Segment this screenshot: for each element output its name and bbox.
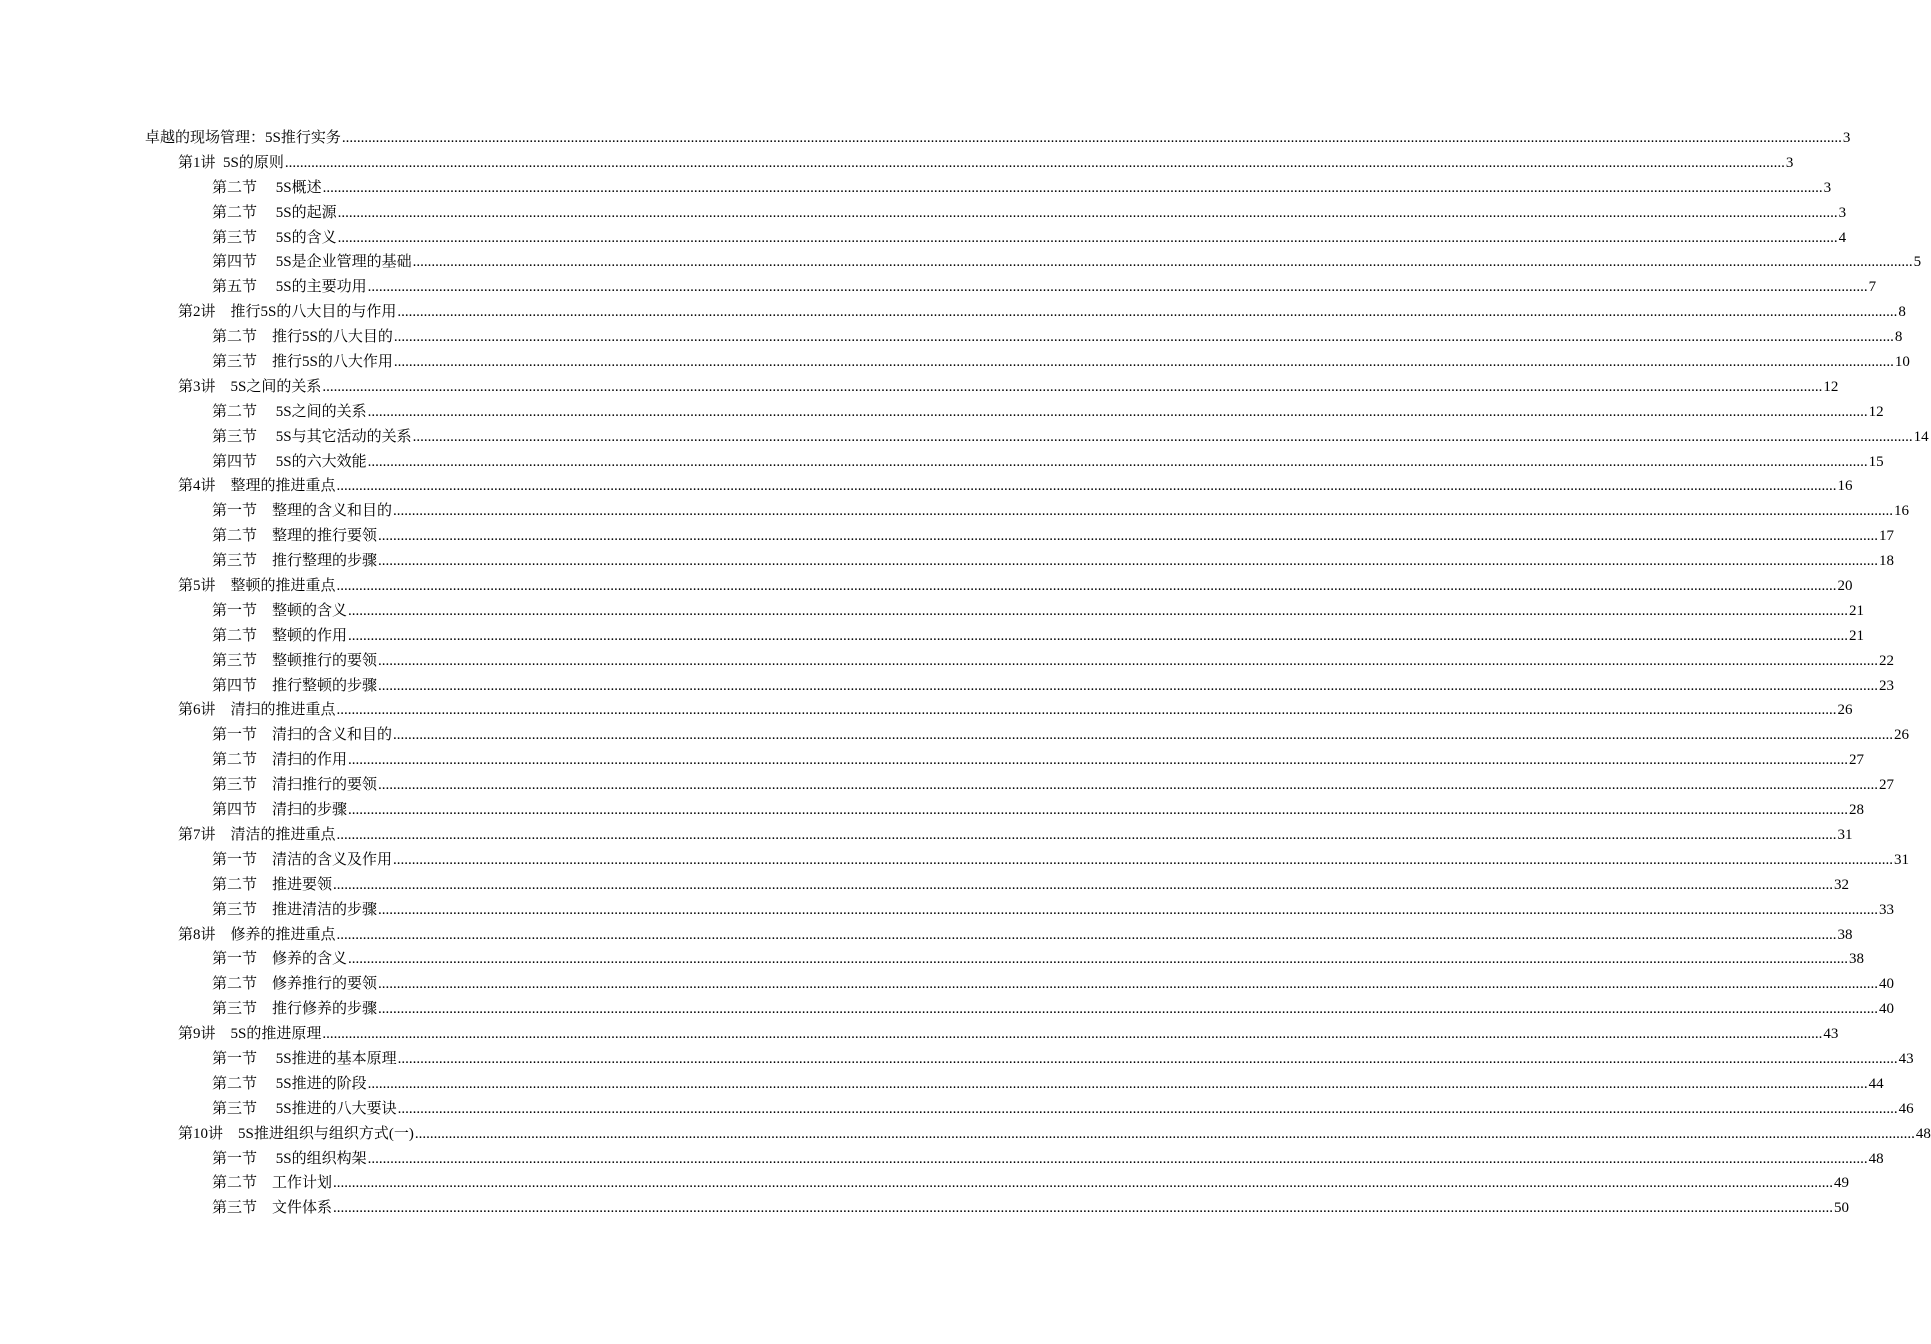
toc-entry-line — [212, 350, 1910, 375]
toc-dot-leader: ................................................................................................................................................................................................................................................................................................................................................................................................................ — [336, 926, 1837, 943]
toc-entry-label: 第9讲 5S的推进原理 — [178, 1026, 322, 1043]
toc-entry-line — [178, 151, 1794, 176]
toc-section-entry[interactable] — [0, 773, 1895, 798]
toc-page-number: 46 — [1898, 1100, 1914, 1117]
toc-dot-leader: ................................................................................................................................................................................................................................................................................................................................................................................................................ — [367, 1150, 1868, 1167]
toc-page-number: 33 — [1879, 901, 1895, 918]
toc-entry-label: 第四节 推行整顿的步骤 — [212, 677, 378, 694]
toc-entry-label: 第4讲 整理的推进重点 — [178, 478, 336, 495]
toc-page-number: 5 — [1913, 254, 1922, 271]
toc-section-entry[interactable] — [0, 1097, 1914, 1122]
toc-section-entry[interactable] — [0, 1047, 1914, 1072]
toc-entry-line — [212, 649, 1895, 674]
toc-entry-line — [212, 972, 1895, 997]
toc-section-entry[interactable] — [0, 1072, 1884, 1097]
toc-entry-line — [212, 1171, 1850, 1196]
toc-page-number: 3 — [1838, 204, 1847, 221]
toc-dot-leader: ................................................................................................................................................................................................................................................................................................................................................................................................................ — [393, 329, 1894, 346]
toc-entry-label: 第5讲 整顿的推进重点 — [178, 578, 336, 595]
toc-page-number: 50 — [1834, 1200, 1850, 1217]
toc-page-number: 27 — [1849, 752, 1865, 769]
toc-dot-leader: ................................................................................................................................................................................................................................................................................................................................................................................................................ — [337, 204, 1838, 221]
toc-dot-leader: ................................................................................................................................................................................................................................................................................................................................................................................................................ — [393, 727, 1894, 744]
toc-section-entry[interactable] — [0, 226, 1847, 251]
toc-dot-leader: ................................................................................................................................................................................................................................................................................................................................................................................................................ — [393, 851, 1894, 868]
toc-entry-line — [212, 773, 1895, 798]
toc-section-entry[interactable] — [0, 1196, 1850, 1221]
toc-dot-leader: ................................................................................................................................................................................................................................................................................................................................................................................................................ — [367, 453, 1868, 470]
toc-page-number: 21 — [1849, 627, 1865, 644]
toc-entry-label: 第二节 5S之间的关系 — [212, 403, 367, 420]
toc-entry-label: 第一节 整理的含义和目的 — [212, 503, 393, 520]
toc-page-number: 49 — [1834, 1175, 1850, 1192]
toc-entry-line — [212, 275, 1877, 300]
toc-section-entry[interactable] — [0, 176, 1832, 201]
toc-entry-label: 第三节 清扫推行的要领 — [212, 777, 378, 794]
toc-page-number: 4 — [1838, 229, 1847, 246]
toc-page-number: 3 — [1785, 154, 1794, 171]
toc-entry-line — [212, 1047, 1914, 1072]
toc-chapter-entry[interactable] — [0, 474, 1853, 499]
toc-entry-label: 第7讲 清洁的推进重点 — [178, 826, 336, 843]
toc-page-number: 43 — [1898, 1050, 1914, 1067]
toc-dot-leader: ................................................................................................................................................................................................................................................................................................................................................................................................................ — [367, 403, 1868, 420]
toc-entry-line — [178, 698, 1853, 723]
toc-section-entry[interactable] — [0, 275, 1877, 300]
toc-page-number: 16 — [1894, 503, 1910, 520]
toc-dot-leader: ................................................................................................................................................................................................................................................................................................................................................................................................................ — [378, 652, 1879, 669]
toc-chapter-entry[interactable] — [0, 698, 1853, 723]
toc-dot-leader: ................................................................................................................................................................................................................................................................................................................................................................................................................ — [336, 702, 1837, 719]
toc-page-number: 21 — [1849, 602, 1865, 619]
toc-page-number: 40 — [1879, 1001, 1895, 1018]
toc-entry-label: 第2讲 推行5S的八大目的与作用 — [178, 304, 397, 321]
toc-entry-line — [145, 126, 1851, 151]
toc-section-entry[interactable] — [0, 325, 1903, 350]
toc-entry-line — [212, 798, 1865, 823]
toc-entry-line — [212, 499, 1910, 524]
toc-entry-line — [212, 226, 1847, 251]
toc-section-entry[interactable] — [0, 450, 1884, 475]
toc-entry-label: 第四节 5S是企业管理的基础 — [212, 254, 412, 271]
toc-dot-leader: ................................................................................................................................................................................................................................................................................................................................................................................................................ — [367, 1075, 1868, 1092]
toc-page-number: 3 — [1842, 130, 1851, 146]
toc-page-number: 26 — [1894, 727, 1910, 744]
toc-section-entry[interactable] — [0, 947, 1865, 972]
toc-entry-line — [212, 325, 1903, 350]
toc-page-number: 38 — [1849, 951, 1865, 968]
toc-entry-label: 第三节 5S推进的八大要诀 — [212, 1100, 397, 1117]
toc-entry-line — [178, 823, 1853, 848]
toc-dot-leader: ................................................................................................................................................................................................................................................................................................................................................................................................................ — [341, 130, 1842, 146]
toc-entry-label: 第三节 推行5S的八大作用 — [212, 354, 393, 371]
toc-page-number: 27 — [1879, 777, 1895, 794]
toc-entry-label: 第一节 5S推进的基本原理 — [212, 1050, 397, 1067]
toc-dot-leader: ................................................................................................................................................................................................................................................................................................................................................................................................................ — [333, 1200, 1834, 1217]
toc-entry-line — [212, 723, 1910, 748]
toc-page-number: 40 — [1879, 976, 1895, 993]
toc-entry-label: 第三节 5S与其它活动的关系 — [212, 428, 412, 445]
toc-section-entry[interactable] — [0, 549, 1895, 574]
toc-entry-label: 第五节 5S的主要功用 — [212, 279, 367, 296]
toc-dot-leader: ................................................................................................................................................................................................................................................................................................................................................................................................................ — [412, 428, 1913, 445]
toc-section-entry[interactable] — [0, 425, 1929, 450]
toc-page-number: 8 — [1894, 329, 1903, 346]
toc-dot-leader: ................................................................................................................................................................................................................................................................................................................................................................................................................ — [378, 528, 1879, 545]
toc-entry-line — [212, 524, 1895, 549]
toc-page-number: 12 — [1868, 403, 1884, 420]
toc-chapter-entry[interactable] — [0, 1022, 1839, 1047]
toc-dot-leader: ................................................................................................................................................................................................................................................................................................................................................................................................................ — [348, 602, 1849, 619]
toc-entry-line — [212, 748, 1865, 773]
toc-page-number: 31 — [1837, 826, 1853, 843]
toc-page-number: 48 — [1915, 1125, 1931, 1142]
toc-page-number: 23 — [1879, 677, 1895, 694]
toc-entry-label: 卓越的现场管理：5S推行实务 — [145, 130, 341, 146]
toc-entry-line — [212, 250, 1922, 275]
toc-page-number: 10 — [1894, 354, 1910, 371]
toc-dot-leader: ................................................................................................................................................................................................................................................................................................................................................................................................................ — [348, 752, 1849, 769]
toc-page-number: 22 — [1879, 652, 1895, 669]
toc-dot-leader: ................................................................................................................................................................................................................................................................................................................................................................................................................ — [378, 1001, 1879, 1018]
toc-dot-leader: ................................................................................................................................................................................................................................................................................................................................................................................................................ — [378, 777, 1879, 794]
toc-dot-leader: ................................................................................................................................................................................................................................................................................................................................................................................................................ — [333, 1175, 1834, 1192]
toc-entry-line — [212, 624, 1865, 649]
toc-entry-label: 第二节 推行5S的八大目的 — [212, 329, 393, 346]
toc-entry-label: 第一节 整顿的含义 — [212, 602, 348, 619]
toc-page-number: 15 — [1868, 453, 1884, 470]
toc-section-entry[interactable] — [0, 798, 1865, 823]
toc-entry-label: 第二节 5S概述 — [212, 179, 322, 196]
toc-entry-label: 第一节 5S的组织构架 — [212, 1150, 367, 1167]
toc-dot-leader: ................................................................................................................................................................................................................................................................................................................................................................................................................ — [322, 1026, 1823, 1043]
toc-section-entry[interactable] — [0, 848, 1910, 873]
toc-entry-line — [212, 549, 1895, 574]
toc-page-number: 12 — [1823, 378, 1839, 395]
toc-dot-leader: ................................................................................................................................................................................................................................................................................................................................................................................................................ — [397, 304, 1898, 321]
toc-section-entry[interactable] — [0, 1171, 1850, 1196]
toc-entry-label: 第三节 整顿推行的要领 — [212, 652, 378, 669]
toc-entry-label: 第三节 5S的含义 — [212, 229, 337, 246]
toc-page-number: 17 — [1879, 528, 1895, 545]
toc-entry-label: 第三节 推行修养的步骤 — [212, 1001, 378, 1018]
toc-dot-leader: ................................................................................................................................................................................................................................................................................................................................................................................................................ — [348, 951, 1849, 968]
toc-section-entry[interactable] — [0, 400, 1884, 425]
toc-page-number: 7 — [1868, 279, 1877, 296]
toc-dot-leader: ................................................................................................................................................................................................................................................................................................................................................................................................................ — [336, 578, 1837, 595]
toc-entry-label: 第二节 整顿的作用 — [212, 627, 348, 644]
toc-entry-label: 第三节 推行整理的步骤 — [212, 553, 378, 570]
toc-entry-line — [212, 201, 1847, 226]
toc-entry-label: 第二节 修养推行的要领 — [212, 976, 378, 993]
toc-page-number: 44 — [1868, 1075, 1884, 1092]
toc-entry-line — [212, 450, 1884, 475]
toc-chapter-entry[interactable] — [0, 151, 1794, 176]
toc-entry-line — [178, 375, 1839, 400]
toc-page-number: 16 — [1837, 478, 1853, 495]
toc-entry-label: 第一节 修养的含义 — [212, 951, 348, 968]
toc-page-number: 20 — [1837, 578, 1853, 595]
toc-section-entry[interactable] — [0, 972, 1895, 997]
toc-entry-label: 第1讲 5S的原则 — [178, 154, 284, 171]
toc-entry-line — [178, 1122, 1931, 1147]
toc-dot-leader: ................................................................................................................................................................................................................................................................................................................................................................................................................ — [337, 229, 1838, 246]
toc-dot-leader: ................................................................................................................................................................................................................................................................................................................................................................................................................ — [393, 354, 1894, 371]
toc-entry-line — [178, 1022, 1839, 1047]
toc-entry-line — [212, 1097, 1914, 1122]
toc-dot-leader: ................................................................................................................................................................................................................................................................................................................................................................................................................ — [336, 478, 1837, 495]
toc-dot-leader: ................................................................................................................................................................................................................................................................................................................................................................................................................ — [412, 254, 1913, 271]
toc-title-entry[interactable] — [0, 126, 1851, 151]
toc-entry-label: 第8讲 修养的推进重点 — [178, 926, 336, 943]
toc-entry-label: 第三节 推进清洁的步骤 — [212, 901, 378, 918]
toc-entry-label: 第二节 清扫的作用 — [212, 752, 348, 769]
toc-chapter-entry[interactable] — [0, 574, 1853, 599]
toc-section-entry[interactable] — [0, 201, 1847, 226]
toc-entry-line — [212, 873, 1850, 898]
table-of-contents — [0, 126, 1931, 1221]
toc-entry-line — [178, 474, 1853, 499]
toc-section-entry[interactable] — [0, 649, 1895, 674]
toc-entry-label: 第一节 清扫的含义和目的 — [212, 727, 393, 744]
toc-entry-label: 第三节 文件体系 — [212, 1200, 333, 1217]
toc-page-number: 14 — [1913, 428, 1929, 445]
toc-chapter-entry[interactable] — [0, 923, 1853, 948]
toc-entry-label: 第10讲 5S推进组织与组织方式(一) — [178, 1125, 414, 1142]
toc-page-number: 43 — [1823, 1026, 1839, 1043]
toc-dot-leader: ................................................................................................................................................................................................................................................................................................................................................................................................................ — [348, 802, 1849, 819]
toc-section-entry[interactable] — [0, 898, 1895, 923]
toc-dot-leader: ................................................................................................................................................................................................................................................................................................................................................................................................................ — [336, 826, 1837, 843]
toc-page-number: 48 — [1868, 1150, 1884, 1167]
toc-dot-leader: ................................................................................................................................................................................................................................................................................................................................................................................................................ — [393, 503, 1894, 520]
toc-entry-label: 第3讲 5S之间的关系 — [178, 378, 322, 395]
toc-entry-label: 第二节 工作计划 — [212, 1175, 333, 1192]
toc-section-entry[interactable] — [0, 1147, 1884, 1172]
toc-entry-line — [212, 176, 1832, 201]
toc-entry-line — [212, 848, 1910, 873]
toc-entry-label: 第四节 清扫的步骤 — [212, 802, 348, 819]
toc-chapter-entry[interactable] — [0, 823, 1853, 848]
toc-entry-line — [212, 997, 1895, 1022]
toc-page-number: 26 — [1837, 702, 1853, 719]
toc-entry-line — [212, 1072, 1884, 1097]
toc-dot-leader: ................................................................................................................................................................................................................................................................................................................................................................................................................ — [378, 677, 1879, 694]
toc-page-number: 8 — [1898, 304, 1906, 321]
toc-entry-line — [212, 898, 1895, 923]
toc-entry-line — [178, 574, 1853, 599]
toc-dot-leader: ................................................................................................................................................................................................................................................................................................................................................................................................................ — [333, 876, 1834, 893]
toc-entry-line — [178, 300, 1906, 325]
toc-section-entry[interactable] — [0, 499, 1910, 524]
toc-entry-line — [212, 1147, 1884, 1172]
toc-page-number: 18 — [1879, 553, 1895, 570]
toc-entry-label: 第一节 清洁的含义及作用 — [212, 851, 393, 868]
toc-section-entry[interactable] — [0, 674, 1895, 699]
toc-entry-label: 第6讲 清扫的推进重点 — [178, 702, 336, 719]
toc-section-entry[interactable] — [0, 250, 1922, 275]
toc-page-number: 31 — [1894, 851, 1910, 868]
toc-chapter-entry[interactable] — [0, 1122, 1931, 1147]
toc-dot-leader: ................................................................................................................................................................................................................................................................................................................................................................................................................ — [367, 279, 1868, 296]
toc-page-number: 28 — [1849, 802, 1865, 819]
toc-entry-line — [212, 599, 1865, 624]
toc-dot-leader: ................................................................................................................................................................................................................................................................................................................................................................................................................ — [378, 553, 1879, 570]
toc-section-entry[interactable] — [0, 723, 1910, 748]
toc-chapter-entry[interactable] — [0, 300, 1906, 325]
toc-section-entry[interactable] — [0, 599, 1865, 624]
toc-entry-line — [178, 923, 1853, 948]
toc-dot-leader: ................................................................................................................................................................................................................................................................................................................................................................................................................ — [397, 1050, 1898, 1067]
toc-dot-leader: ................................................................................................................................................................................................................................................................................................................................................................................................................ — [284, 154, 1785, 171]
toc-chapter-entry[interactable] — [0, 375, 1839, 400]
toc-entry-label: 第二节 推进要领 — [212, 876, 333, 893]
toc-section-entry[interactable] — [0, 748, 1865, 773]
toc-dot-leader: ................................................................................................................................................................................................................................................................................................................................................................................................................ — [414, 1125, 1915, 1142]
toc-entry-label: 第二节 整理的推行要领 — [212, 528, 378, 545]
toc-entry-line — [212, 400, 1884, 425]
toc-dot-leader: ................................................................................................................................................................................................................................................................................................................................................................................................................ — [322, 179, 1823, 196]
toc-dot-leader: ................................................................................................................................................................................................................................................................................................................................................................................................................ — [322, 378, 1823, 395]
toc-section-entry[interactable] — [0, 997, 1895, 1022]
toc-entry-label: 第二节 5S的起源 — [212, 204, 337, 221]
toc-section-entry[interactable] — [0, 624, 1865, 649]
toc-section-entry[interactable] — [0, 873, 1850, 898]
toc-dot-leader: ................................................................................................................................................................................................................................................................................................................................................................................................................ — [378, 901, 1879, 918]
toc-page-number: 32 — [1834, 876, 1850, 893]
toc-entry-line — [212, 1196, 1850, 1221]
toc-entry-line — [212, 947, 1865, 972]
toc-section-entry[interactable] — [0, 350, 1910, 375]
toc-entry-line — [212, 425, 1929, 450]
toc-entry-label: 第四节 5S的六大效能 — [212, 453, 367, 470]
toc-dot-leader: ................................................................................................................................................................................................................................................................................................................................................................................................................ — [348, 627, 1849, 644]
toc-dot-leader: ................................................................................................................................................................................................................................................................................................................................................................................................................ — [397, 1100, 1898, 1117]
toc-page-number: 38 — [1837, 926, 1853, 943]
toc-dot-leader: ................................................................................................................................................................................................................................................................................................................................................................................................................ — [378, 976, 1879, 993]
toc-entry-label: 第二节 5S推进的阶段 — [212, 1075, 367, 1092]
toc-entry-line — [212, 674, 1895, 699]
toc-page-number: 3 — [1823, 179, 1832, 196]
toc-section-entry[interactable] — [0, 524, 1895, 549]
